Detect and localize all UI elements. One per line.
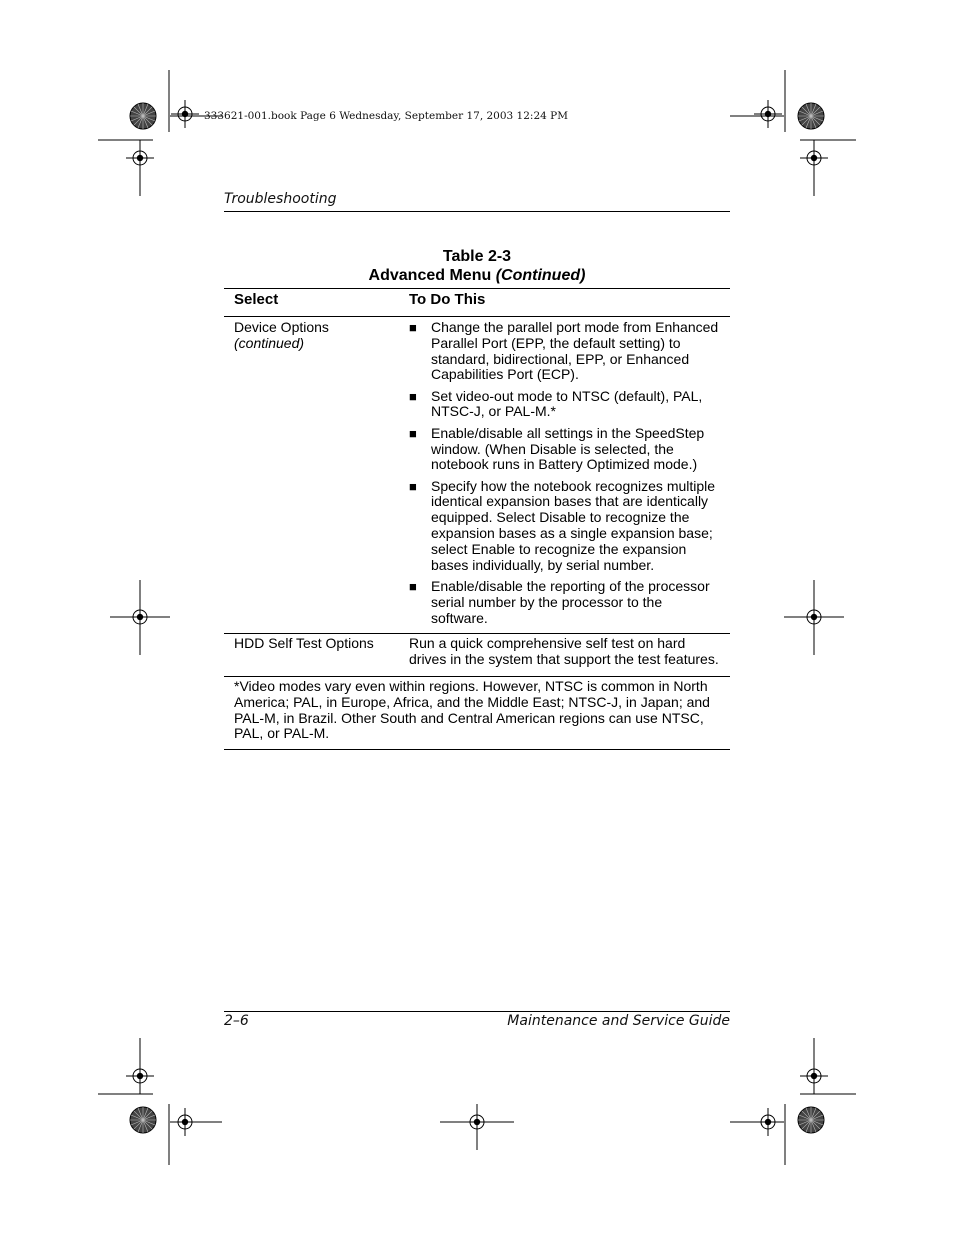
column-header-to-do-this: To Do This — [409, 291, 486, 308]
bullet-item — [409, 426, 722, 473]
guide-title: Maintenance and Service Guide — [507, 1013, 730, 1029]
table-title-suffix: (Continued) — [495, 267, 586, 284]
page-number: 2–6 — [224, 1013, 249, 1029]
table-footnote: *Video modes vary even within regions. However, NTSC is common in North America; PAL, in Europe, Africa, and the Middle East; NTSC-J, in Japan; and PAL-M, in Brazil. Other South and Central American regions can use NTSC, PAL, or PAL-M. — [224, 677, 730, 750]
footer-rule — [224, 1011, 730, 1012]
column-header-select: Select — [234, 291, 279, 308]
table-title — [224, 266, 730, 285]
bullet-item — [409, 320, 722, 383]
select-label: HDD Self Test Options — [234, 635, 374, 652]
bullet-square-icon: ■ — [409, 478, 417, 494]
bullet-text: Specify how the notebook recognizes multiple identical expansion bases that are identically equipped. Select Disable to recognize the expansion bases as a single expansion base; select Enable to recognize the expansion bases individually, by serial number. — [431, 477, 716, 573]
bullet-square-icon: ■ — [409, 578, 417, 594]
table-row — [224, 634, 730, 677]
bullet-item — [409, 479, 722, 574]
print-slug-line: 333621-001.book Page 6 Wednesday, September 17, 2003 12:24 PM — [204, 110, 568, 122]
bullet-square-icon: ■ — [409, 388, 417, 404]
table-title-text: Advanced Menu — [368, 267, 492, 284]
bullet-text: Change the parallel port mode from Enhanced Parallel Port (EPP, the default setting) to standard, bidirectional, EPP, or Enhanced Capabilities Port (ECP). — [431, 319, 719, 383]
bullet-square-icon: ■ — [409, 425, 417, 441]
running-head: Troubleshooting — [224, 191, 337, 207]
select-label: Device Options — [234, 319, 329, 335]
action-text: Run a quick comprehensive self test on hard drives in the system that support the test features. — [409, 635, 719, 668]
select-cell — [224, 636, 409, 668]
table-header-row — [224, 288, 730, 317]
select-cell — [224, 320, 409, 626]
bullet-text: Set video-out mode to NTSC (default), PAL, NTSC-J, or PAL-M.* — [431, 387, 703, 420]
bullet-text: Enable/disable the reporting of the processor serial number by the processor to the software. — [431, 577, 710, 626]
select-note: (continued) — [234, 334, 305, 351]
bullet-item — [409, 389, 722, 421]
table-row — [224, 317, 730, 634]
bullet-item — [409, 579, 722, 626]
header-rule — [224, 211, 730, 212]
action-cell — [409, 636, 730, 668]
bullet-square-icon: ■ — [409, 320, 417, 335]
action-cell — [409, 320, 730, 626]
table-caption — [224, 247, 730, 285]
advanced-menu-table — [224, 288, 730, 750]
table-number: Table 2-3 — [442, 248, 512, 265]
bullet-text: Enable/disable all settings in the SpeedStep window. (When Disable is selected, the notebook runs in Battery Optimized mode.) — [431, 424, 705, 473]
